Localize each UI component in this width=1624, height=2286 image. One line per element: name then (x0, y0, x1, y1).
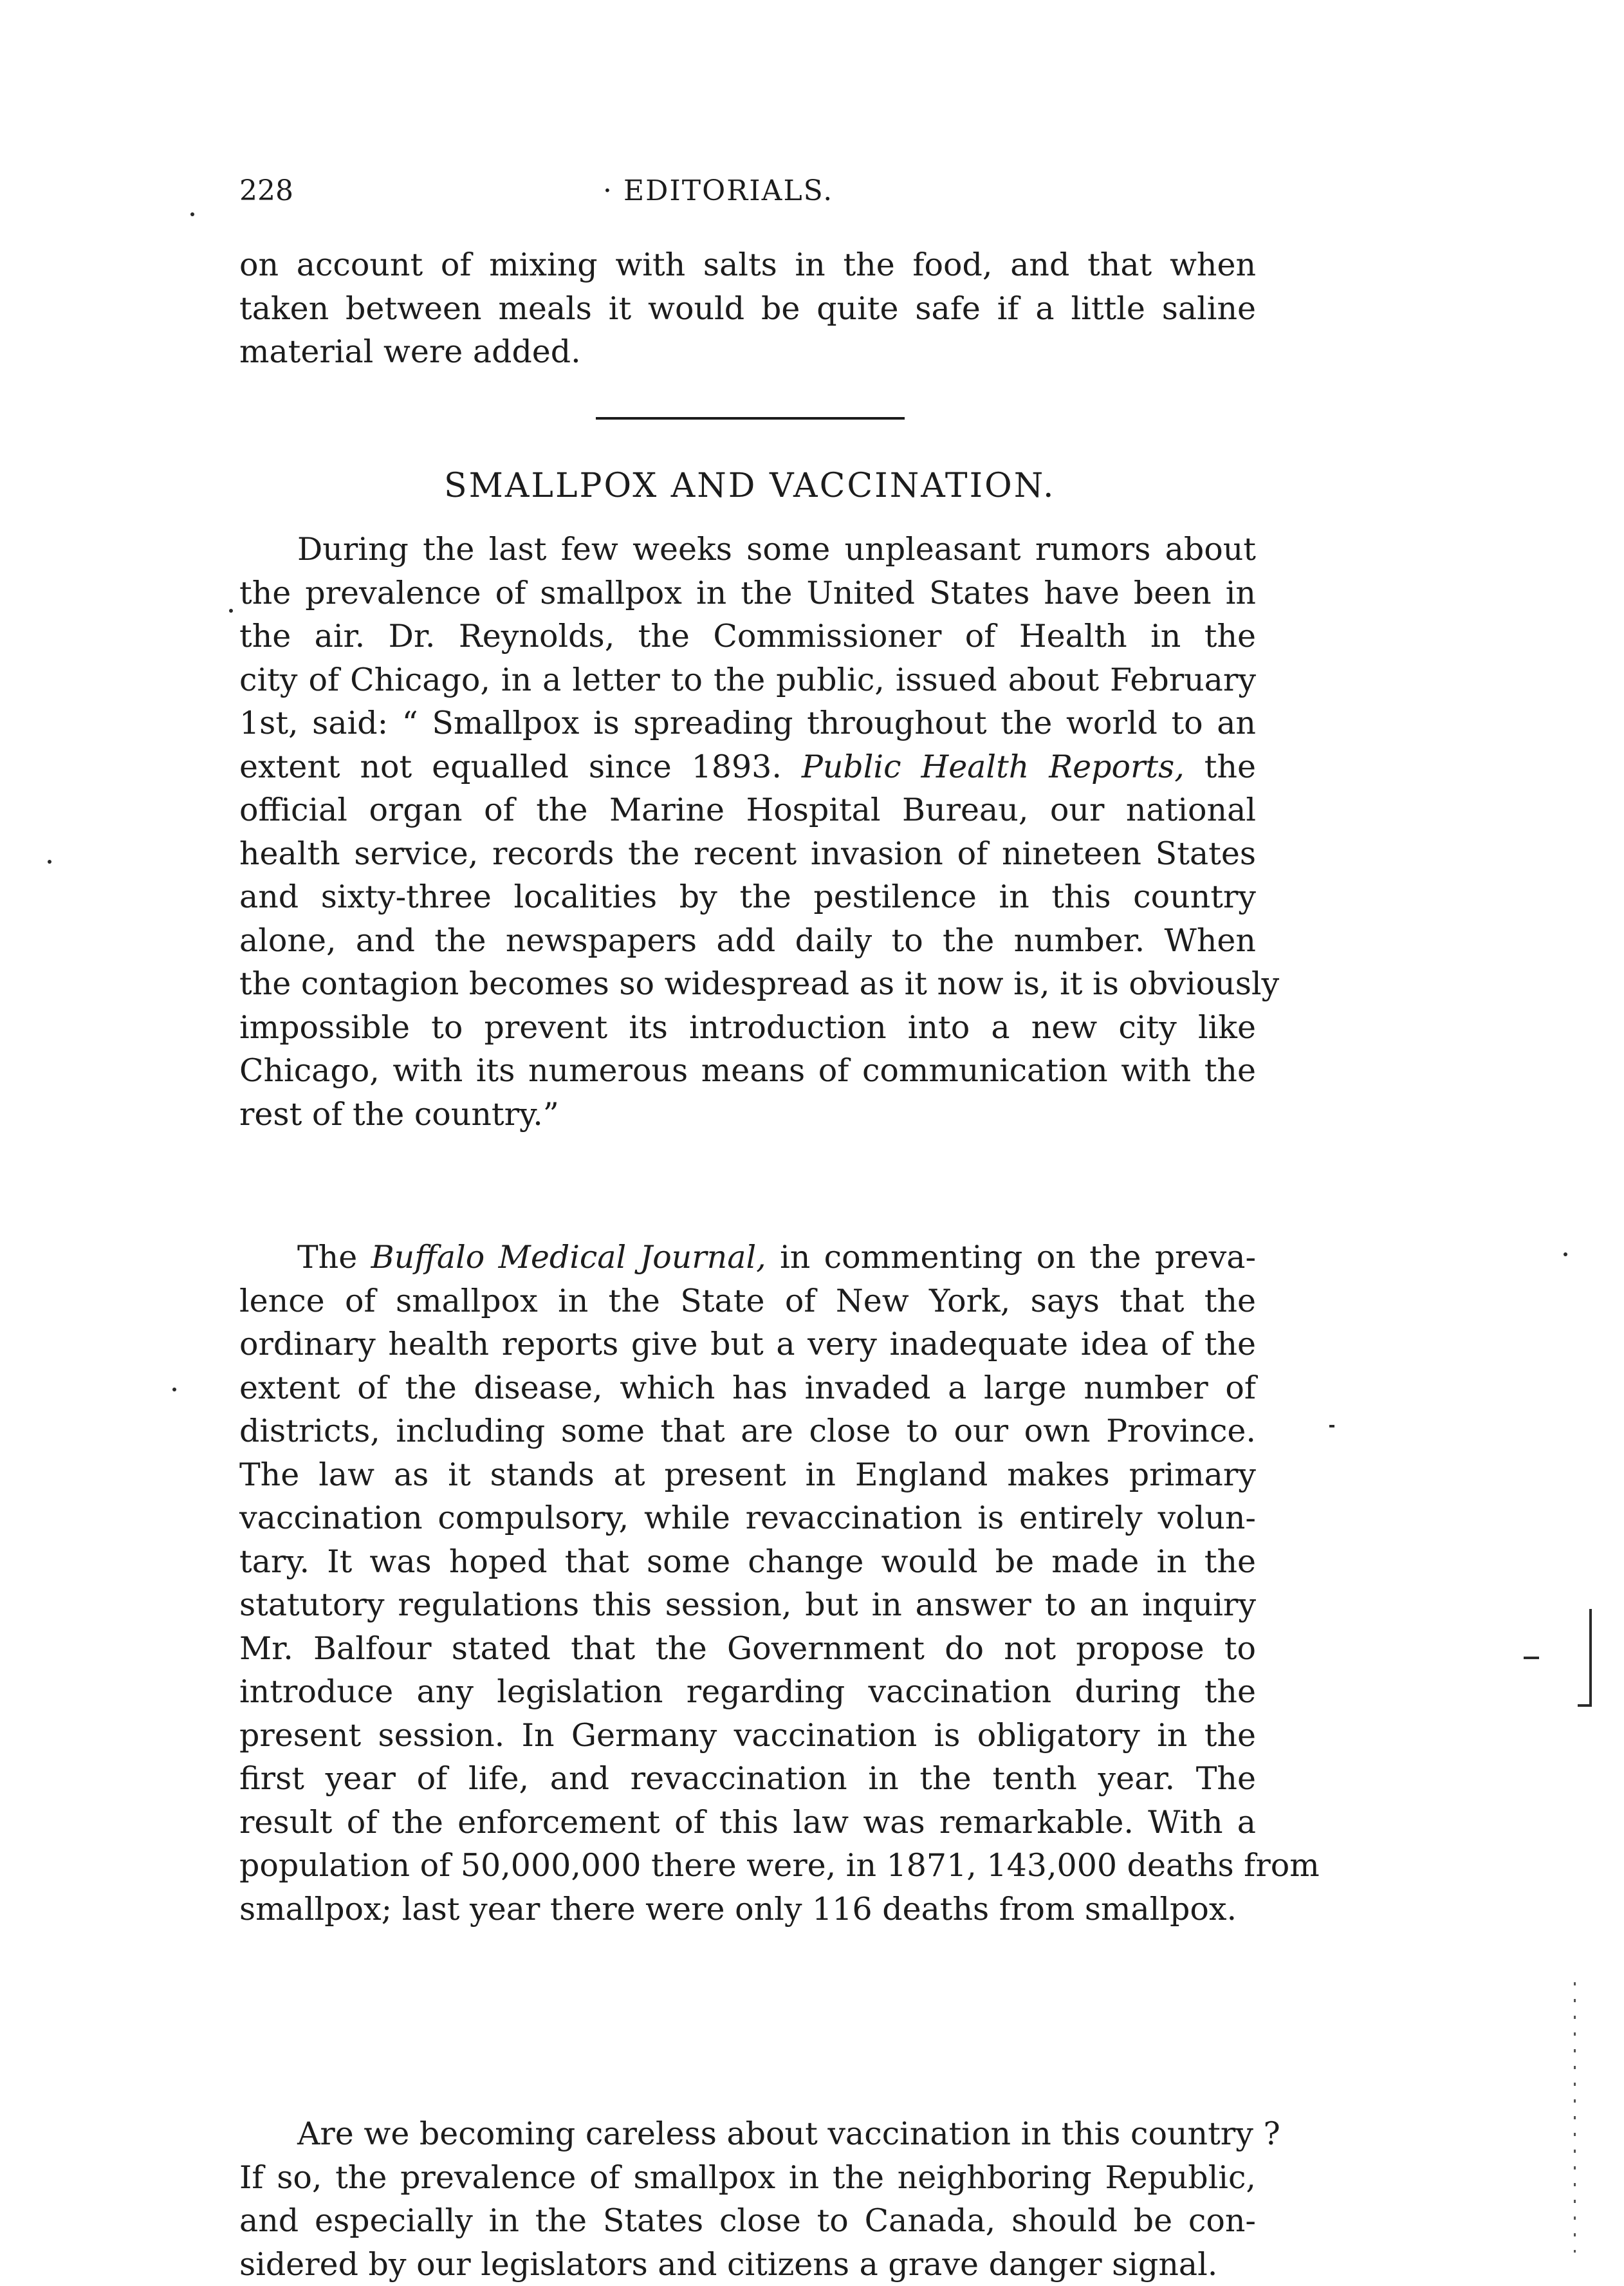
margin-bracket-foot (1578, 1704, 1592, 1707)
text-line: tary. It was hoped that some change would be made in the (239, 1540, 1256, 1584)
scan-speck (1329, 1425, 1334, 1427)
scan-speck (190, 212, 194, 216)
text-line: Mr. Balfour stated that the Government do not propose to (239, 1627, 1256, 1671)
text-line-with-italic (239, 1236, 1256, 1279)
text-segment: in commenting on the preva- (780, 1239, 1256, 1276)
text-line: statutory regulations this session, but in answer to an inquiry (239, 1583, 1256, 1627)
article-paragraph-1 (239, 528, 1256, 1136)
text-line: The law as it stands at present in England makes primary (239, 1453, 1256, 1497)
text-line: on account of mixing with salts in the food, and that when (239, 243, 1256, 287)
journal-title: Public Health Reports, (802, 748, 1185, 785)
margin-dash (1524, 1657, 1539, 1659)
text-line: impossible to prevent its introduction into a new city like (239, 1006, 1256, 1050)
text-segment: the (1204, 748, 1256, 785)
page-number: 228 (239, 169, 293, 214)
text-line: city of Chicago, in a letter to the public, issued about February (239, 658, 1256, 702)
continuation-paragraph (239, 243, 1256, 374)
text-line: taken between meals it would be quite safe if a little saline (239, 287, 1256, 331)
text-segment: extent not equalled since 1893. (239, 748, 782, 785)
scan-speck (1564, 1252, 1567, 1256)
text-line: health service, records the recent invasion of nineteen States (239, 832, 1256, 876)
text-line: lence of smallpox in the State of New York, says that the (239, 1279, 1256, 1323)
page-header (239, 169, 1269, 214)
margin-bracket (1589, 1609, 1592, 1705)
text-line: 1st, said: “ Smallpox is spreading throughout the world to an (239, 702, 1256, 745)
text-line: If so, the prevalence of smallpox in the neighboring Republic, (239, 2156, 1256, 2200)
text-line: official organ of the Marine Hospital Bureau, our national (239, 788, 1256, 832)
text-line: ordinary health reports give but a very inadequate idea of the (239, 1323, 1256, 1366)
text-line: rest of the country.” (239, 1093, 1256, 1137)
text-line: alone, and the newspapers add daily to the number. When (239, 919, 1256, 963)
text-line: introduce any legislation regarding vaccination during the (239, 1670, 1256, 1714)
running-head: · EDITORIALS. (603, 169, 833, 214)
text-line: smallpox; last year there were only 116 deaths from smallpox. (239, 1888, 1256, 1931)
scan-speck (48, 860, 51, 864)
scan-speck (229, 609, 233, 613)
text-segment: The (297, 1239, 357, 1276)
text-line-with-italic (239, 745, 1256, 789)
text-line: the air. Dr. Reynolds, the Commissioner of Health in the (239, 615, 1256, 658)
text-line: Chicago, with its numerous means of communication with the (239, 1049, 1256, 1093)
text-line: extent of the disease, which has invaded a large number of (239, 1366, 1256, 1410)
article-paragraph-2 (239, 1236, 1256, 1931)
text-line: first year of life, and revaccination in the tenth year. The (239, 1757, 1256, 1801)
text-line: Are we becoming careless about vaccination in this country ? (239, 2112, 1256, 2156)
text-line: vaccination compulsory, while revaccination is entirely volun- (239, 1496, 1256, 1540)
text-line: result of the enforcement of this law was remarkable. With a (239, 1801, 1256, 1845)
text-line: districts, including some that are close to our own Province. (239, 1409, 1256, 1453)
text-line: and especially in the States close to Canada, should be con- (239, 2199, 1256, 2243)
scan-speck (172, 1388, 176, 1391)
journal-title: Buffalo Medical Journal, (371, 1239, 766, 1276)
text-line: present session. In Germany vaccination is obligatory in the (239, 1714, 1256, 1758)
section-divider (596, 417, 905, 420)
text-line: material were added. (239, 330, 1256, 374)
text-line: the contagion becomes so widespread as it now is, it is obviously (239, 962, 1256, 1006)
text-line: During the last few weeks some unpleasant rumors about (239, 528, 1256, 572)
text-line: population of 50,000,000 there were, in 1871, 143,000 deaths from (239, 1844, 1256, 1888)
article-paragraph-3 (239, 2112, 1256, 2286)
margin-dots (1574, 1982, 1576, 2253)
text-line: the prevalence of smallpox in the United States have been in (239, 572, 1256, 615)
article-title: SMALLPOX AND VACCINATION. (444, 463, 1055, 508)
text-line: and sixty-three localities by the pestilence in this country (239, 875, 1256, 919)
text-line: sidered by our legislators and citizens a grave danger signal. (239, 2243, 1256, 2286)
